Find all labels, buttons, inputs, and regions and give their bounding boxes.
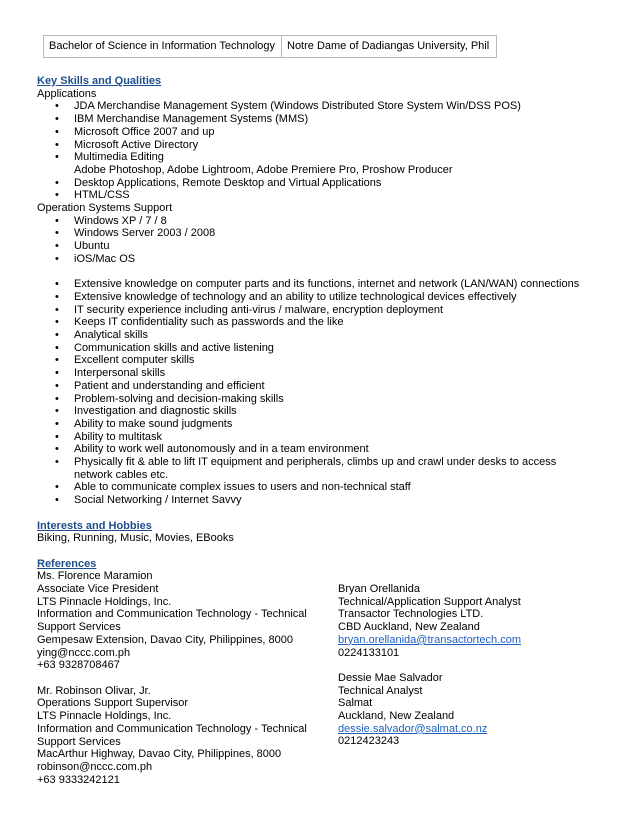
list-item: • Patient and understanding and efficient: [37, 380, 597, 393]
reference-line: Information and Communication Technology - Technical: [37, 722, 307, 735]
list-item: • Desktop Applications, Remote Desktop and Virtual Applications: [37, 177, 597, 190]
list-item: • Investigation and diagnostic skills: [37, 405, 597, 418]
list-item: • Able to communicate complex issues to users and non-technical staff: [37, 481, 597, 494]
references-heading: References: [37, 557, 97, 570]
reference-name: Dessie Mae Salvador: [338, 671, 443, 684]
reference-email-link[interactable]: dessie.salvador@salmat.co.nz: [338, 722, 488, 735]
references-left-column: [37, 570, 307, 786]
reference-line: Support Services: [37, 735, 121, 748]
reference-line: Information and Communication Technology - Technical: [37, 608, 307, 621]
school-cell: Notre Dame of Dadiangas University, Phil: [282, 36, 497, 58]
reference-line: Mr. Robinson Olivar, Jr.: [37, 684, 151, 697]
list-item: • Interpersonal skills: [37, 367, 597, 380]
reference-line: MacArthur Highway, Davao City, Philippines, 8000: [37, 748, 282, 761]
os-list: [37, 215, 597, 266]
reference-entry: [37, 570, 307, 672]
list-item: • JDA Merchandise Management System (Windows Distributed Store System Win/DSS POS): [37, 100, 597, 113]
resume-page: [37, 35, 597, 786]
reference-name: Bryan Orellanida: [338, 583, 420, 596]
list-item: • Multimedia Editing: [37, 151, 597, 164]
reference-entry: [338, 583, 598, 659]
list-item: • IT security experience including anti-virus / malware, encryption deployment: [37, 304, 597, 317]
education-table: [43, 35, 497, 58]
list-item: • Ubuntu: [37, 240, 597, 253]
list-item: • Keeps IT confidentiality such as passwords and the like: [37, 316, 597, 329]
reference-company: Salmat: [338, 697, 373, 710]
list-item: • Ability to multitask: [37, 431, 597, 444]
list-item: • Extensive knowledge on computer parts and its functions, internet and network (LAN/WAN) connections: [37, 278, 597, 291]
reference-line: LTS Pinnacle Holdings, Inc.: [37, 710, 172, 723]
list-item: • Physically fit & able to lift IT equipment and peripherals, climbs up and crawl under desks to access network cables etc.: [37, 456, 597, 481]
list-item: • Problem-solving and decision-making skills: [37, 393, 597, 406]
reference-title: Technical Analyst: [338, 684, 423, 697]
reference-company: Transactor Technologies LTD.: [338, 608, 484, 621]
reference-line: robinson@nccc.com.ph: [37, 760, 153, 773]
qualities-list: [37, 278, 597, 507]
reference-phone: 0224133101: [338, 646, 400, 659]
table-row: [44, 36, 497, 58]
list-item: • Windows Server 2003 / 2008: [37, 227, 597, 240]
reference-line: +63 9333242121: [37, 773, 120, 786]
applications-list: [37, 100, 597, 202]
multimedia-detail: Adobe Photoshop, Adobe Lightroom, Adobe Premiere Pro, Proshow Producer: [74, 163, 453, 176]
reference-line: Support Services: [37, 621, 121, 634]
list-item: • IBM Merchandise Management Systems (MMS): [37, 113, 597, 126]
interests-text: Biking, Running, Music, Movies, EBooks: [37, 532, 234, 545]
list-item: • Analytical skills: [37, 329, 597, 342]
skills-heading: Key Skills and Qualities: [37, 75, 162, 87]
list-item: • Ability to work well autonomously and in a team environment: [37, 443, 597, 456]
reference-line: LTS Pinnacle Holdings, Inc.: [37, 595, 172, 608]
reference-line: +63 9328708467: [37, 659, 120, 672]
reference-email-link[interactable]: bryan.orellanida@transactortech.com: [338, 633, 521, 646]
applications-label: Applications: [37, 87, 97, 100]
list-item: • Microsoft Office 2007 and up: [37, 126, 597, 139]
list-item: • Microsoft Active Directory: [37, 139, 597, 152]
list-item: • Windows XP / 7 / 8: [37, 215, 597, 228]
reference-line: Gempesaw Extension, Davao City, Philippines, 8000: [37, 633, 293, 646]
reference-phone: 0212423243: [338, 735, 400, 748]
list-item: • Communication skills and active listening: [37, 342, 597, 355]
list-item: • Social Networking / Internet Savvy: [37, 494, 597, 507]
reference-line: Ms. Florence Maramion: [37, 570, 153, 583]
reference-entry: [37, 685, 307, 787]
list-item: • Extensive knowledge of technology and an ability to utilize technological devices effectively: [37, 291, 597, 304]
reference-line: ying@nccc.com.ph: [37, 646, 131, 659]
degree-cell: Bachelor of Science in Information Technology: [44, 36, 282, 58]
reference-line: Operations Support Supervisor: [37, 697, 189, 710]
list-item: • Ability to make sound judgments: [37, 418, 597, 431]
interests-heading: Interests and Hobbies: [37, 519, 152, 532]
list-item: • Excellent computer skills: [37, 354, 597, 367]
reference-location: Auckland, New Zealand: [338, 710, 455, 723]
list-item: • iOS/Mac OS: [37, 253, 597, 266]
list-item: • HTML/CSS: [37, 189, 597, 202]
reference-entry: [338, 672, 598, 748]
reference-line: Associate Vice President: [37, 583, 159, 596]
reference-location: CBD Auckland, New Zealand: [338, 621, 480, 634]
references-right-column: [338, 583, 598, 748]
os-label: Operation Systems Support: [37, 202, 173, 215]
reference-title: Technical/Application Support Analyst: [338, 595, 521, 608]
